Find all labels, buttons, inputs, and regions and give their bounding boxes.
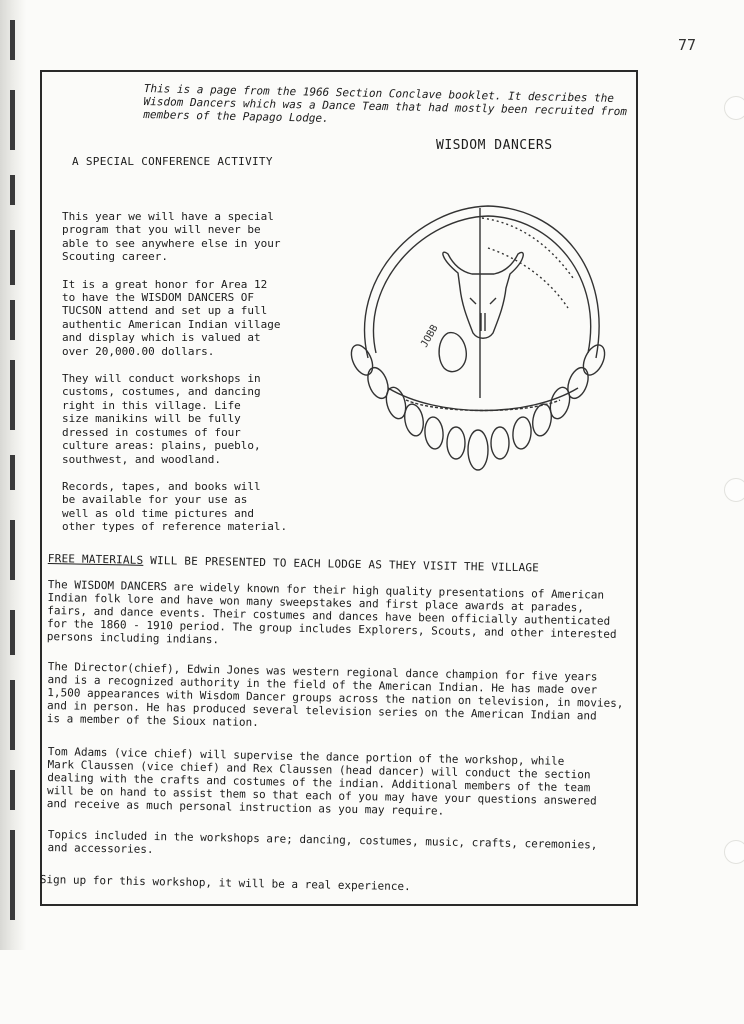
body-paragraph-text: The WISDOM DANCERS are widely known for their high quality presentations of American Indian folk lore and have won many sweepstakes and first place awards at parades, fairs, and dance events. Their costumes and dances have been officially authenticated for the 1860 - 1910 period. The group includes Explorers, Scouts, and other interested persons including indians. [46,578,617,647]
special-activity-heading: A SPECIAL CONFERENCE ACTIVITY [72,155,273,168]
page-number: 77 [678,36,697,54]
left-paragraph: It is a great honor for Area 12 to have the WISDOM DANCERS OF TUCSON attend and set up a full authentic American Indian village and display which is valued at over 20,000.00 dollars. [62,277,281,358]
left-column [62,210,312,548]
intro-note-text: This is a page from the 1966 Section Conclave booklet. It describes the Wisdom Dancers which was a Dance Team that had mostly been recruited from members of the Papago Lodge. [143,82,628,125]
feather [491,427,509,459]
body-paragraph-text: Topics included in the workshops are; dancing, costumes, music, crafts, ceremonies, and accessories. [47,828,598,857]
shield-lettering: JOBB [419,323,441,350]
shield-inner-outline [373,216,590,353]
wisdom-dancers-shield-emblem [348,188,616,488]
punch-hole [724,478,744,502]
signup-text: Sign up for this workshop, it will be a real experience. [39,873,411,894]
feather [564,365,592,401]
body-paragraph-text: The Director(chief), Edwin Jones was western regional dance champion for five years and is a recognized authority in the field of the American Indian. He has made over 1,500 appearances with Wisdom Dancer groups across the nation on television, in movies, and in person. He has produced several television series on the American Indian and is a member of the Sioux nation. [46,660,624,730]
body-paragraph-text: Tom Adams (vice chief) will supervise the dance portion of the workshop, while Mark Claussen (vice chief) and Rex Claussen (head dancer) will conduct the section dealing with the crafts and costumes of the indian. Additional members of the team will be on hand to assist them so that each of you may have your questions answered and receive as much personal instruction as you may require. [46,745,597,818]
free-materials-rest: WILL BE PRESENTED TO EACH LODGE AS THEY VISIT THE VILLAGE [143,553,540,575]
buffalo-skull [443,252,523,338]
feather [424,416,445,449]
left-paragraph: Records, tapes, and books will be available for your use as well as old time pictures and other types of reference material. [62,479,288,534]
punch-hole [724,840,744,864]
left-paragraph: They will conduct workshops in customs, costumes, and dancing right in this village. Life size manikins will be fully dressed in costumes of four culture areas: plains, pueblo, southwest, and woodland. [62,372,261,466]
body-paragraph [47,660,633,736]
figure-title: WISDOM DANCERS [436,138,553,153]
feather [579,342,609,379]
body-paragraph [47,578,633,654]
feather [364,365,392,401]
shield-stipple [482,218,573,308]
shield-emblem-icon [348,188,616,488]
shield-outline [365,206,600,358]
feather [512,416,533,449]
hand-print [439,333,466,372]
body-paragraph [47,745,633,821]
feather [447,427,465,459]
left-paragraph: This year we will have a special program that you will never be able to see anywhere else in your Scouting career. [62,210,281,264]
feather [468,430,488,470]
feather [348,342,377,379]
free-materials-underlined: FREE MATERIALS [47,552,144,567]
binding-edge [0,0,26,950]
punch-hole [724,96,744,120]
